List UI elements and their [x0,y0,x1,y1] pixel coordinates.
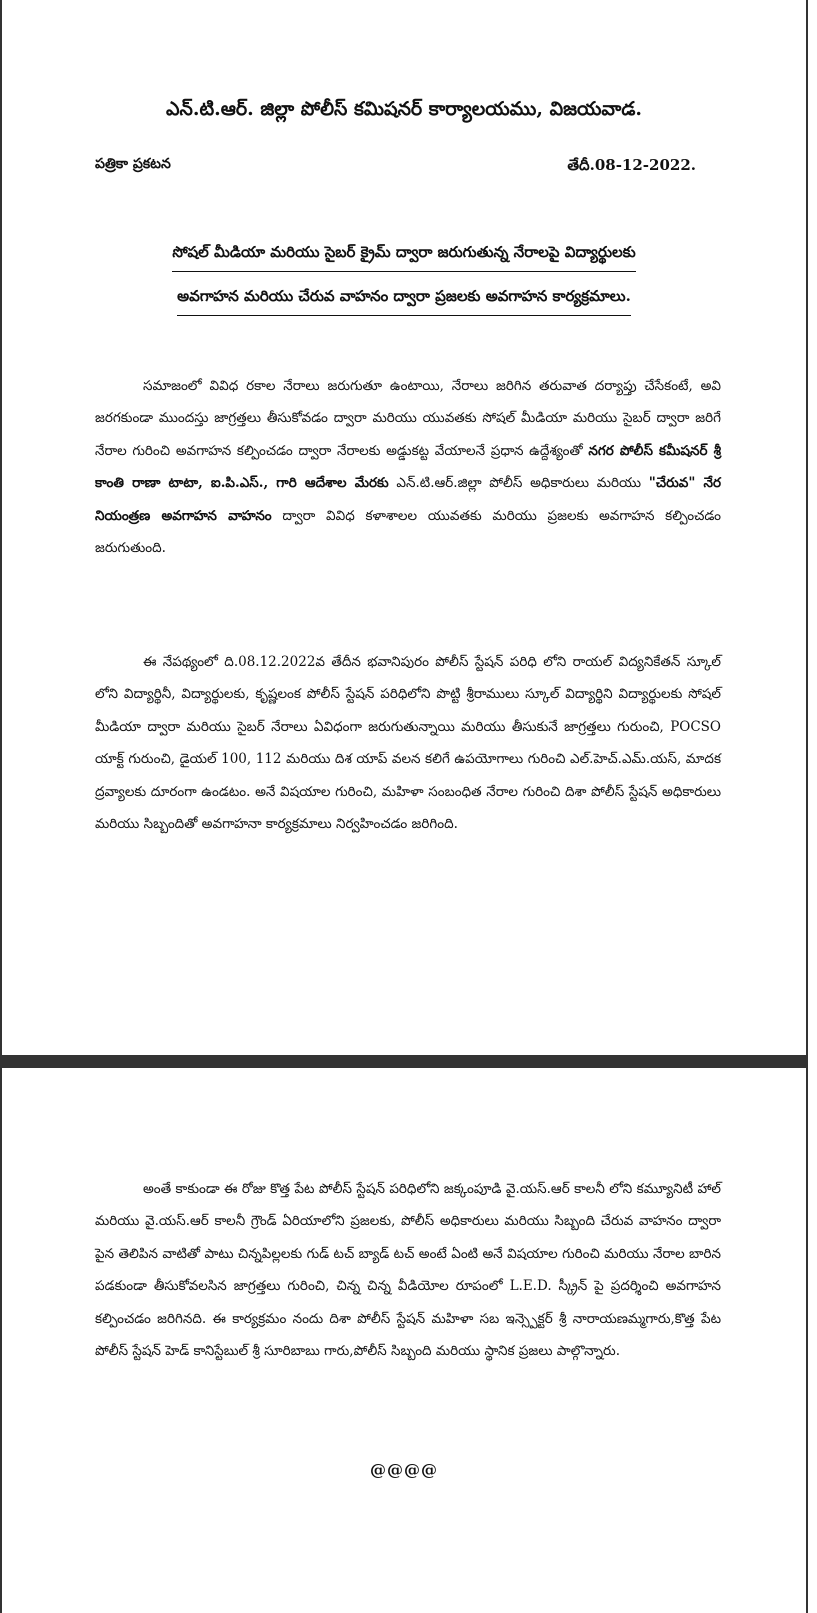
press-release-label: పత్రికా ప్రకటన [95,156,171,172]
paragraph-school-programs: ఈ నేపథ్యంలో ది.08.12.2022వ తేదీన భవానిపురం పోలీస్ స్టేషన్ పరిధి లోని రాయల్ విద్యనికేతన్ స్కూల్ లోని విద్యార్థినీ, విద్యార్థులకు, కృష్ణలంక పోలీస్ స్టేషన్ పరిధిలోని పొట్టి శ్రీరాములు స్కూల్ విద్యార్థిని విద్యార్థులకు సోషల్ మీడియా ద్వారా మరియు సైబర్ నేరాలు ఏవిధంగా జరుగుతున్నాయి మరియు తీసుకునే జాగ్రత్తలు గురుంచి, POCSO యాక్ట్ గురుంచి, డైయల్ 100, 112 మరియు దిశ యాప్ వలన కలిగే ఉపయోగాలు గురించి ఎల్.హెచ్.ఎమ్.యస్, మాదక ద్రవ్యాలకు దూరంగా ఉండటం. అనే విషయాల గురించి, మహిళా సంబంధిత నేరాల గురించి దిశా పోలీస్ స్టేషన్ అధికారులు మరియు సిబ్బందితో అవగాహనా కార్యక్రమాలు నిర్వహించడం జరిగింది. [95,654,721,833]
office-title: ఎన్.టి.ఆర్. జిల్లా పోలీస్ కమిషనర్ కార్యాలయము, విజయవాడ. [165,98,643,120]
document-page-1 [2,0,806,1055]
page-divider [0,1055,808,1068]
paragraph-1-part-1: సమాజంలో వివిధ రకాల నేరాలు జరుగుతూ ఉంటాయి, నేరాలు జరిగిన తరువాత దర్యాప్తు చేసేకంటే, అవి జరగకుండా ముందస్తు జాగ్రత్తలు తీసుకోవడం ద్వారా మరియు యువతకు సోషల్ మీడియా మరియు సైబర్ ద్వారా జరిగే నేరాల గురించి అవగాహన కల్పించడం ద్వారా నేరాలకు అడ్డుకట్ట వేయాలనే ప్రధాన ఉద్దేశ్యంతో [95,378,721,459]
headline [2,242,806,330]
document-page-2 [2,1068,806,1613]
headline-line-2: అవగాహన మరియు చేరువ వాహనం ద్వారా ప్రజలకు అవగాహన కార్యక్రమాలు. [177,287,631,316]
headline-line-1: సోషల్ మీడియా మరియు సైబర్ క్రైమ్ ద్వారా జరుగుతున్న నేరాలపై విద్యార్థులకు [172,243,635,272]
paragraph-1-part-2: ఎన్.టి.ఆర్.జిల్లా పోలీస్ అధికారులు మరియు [388,475,649,492]
paragraph-1-bold-2: "చేరువ" నేర నియంత్రణ అవగాహన వాహనం [95,475,721,524]
press-release-date: తేదీ.08-12-2022. [567,156,696,174]
paragraph-1-bold-1: నగర పోలీస్ కమీషనర్ శ్రీ కాంతి రాణా టాటా, ఐ.పి.ఎస్., గారి ఆదేశాల మేరకు [95,442,721,492]
paragraph-colony-program: అంతే కాకుండా ఈ రోజు కొత్త పేట పోలీస్ స్టేషన్ పరిధిలోని జక్కంపూడి వై.యస్.ఆర్ కాలనీ లోని కమ్యూనిటీ హాల్ మరియు వై.యస్.ఆర్ కాలనీ గ్రౌండ్ ఏరియాలోని ప్రజలకు, పోలీస్ అధికారులు మరియు సిబ్బంది చేరువ వాహనం ద్వారా పైన తెలిపిన వాటితో పాటు చిన్నపిల్లలకు గుడ్ టచ్ బ్యాడ్ టచ్ అంటే ఏంటి అనే విషయాల గురించి మరియు నేరాల బారిన పడకుండా తీసుకోవలసిన జాగ్రత్తలు గురించి, చిన్న చిన్న వీడియోల రూపంలో L.E.D. స్క్రీన్ పై ప్రదర్శించి అవగాహన కల్పించడం జరిగినది. ఈ కార్యక్రమం నందు దిశా పోలీస్ స్టేషన్ మహిళా సబ ఇన్స్పెక్టర్ శ్రీ నారాయణమ్మగారు,కొత్త పేట పోలీస్ స్టేషన్ హెడ్ కానిస్టేబుల్ శ్రీ సూరిబాబు గారు,పోలీస్ సిబ్బంది మరియు స్థానిక ప్రజలు పాల్గొన్నారు. [95,1181,721,1360]
paragraph-awareness-intro [95,370,721,564]
paragraph-1-part-3: ద్వారా వివిధ కళాశాలల యువతకు మరియు ప్రజలకు అవగాహన కల్పించడం జరుగుతుంది. [95,507,722,557]
closing-mark: @@@@ [370,1460,438,1479]
